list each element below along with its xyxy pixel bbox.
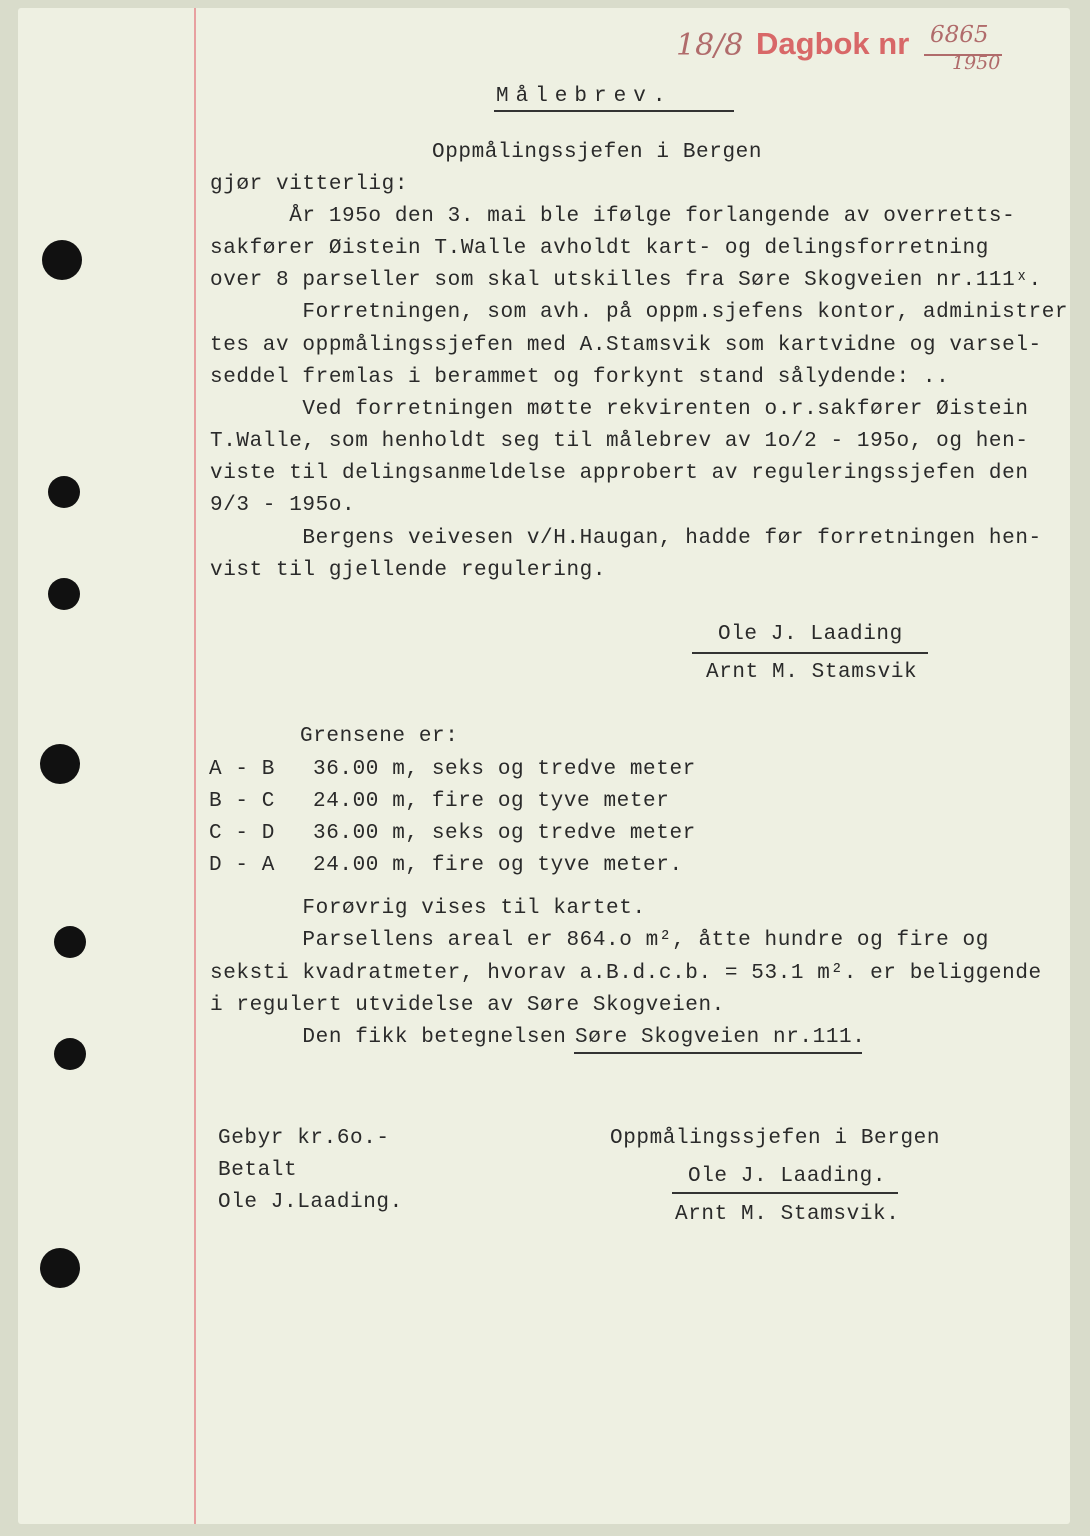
body-line: sakfører Øistein T.Walle avholdt kart- og delingsforretning [210,237,989,260]
designation-prefix: Den fikk betegnelsen [210,1026,580,1049]
intro-declaration: gjør vitterlig: [210,173,409,196]
signature-name: Arnt M. Stamsvik. [675,1203,900,1226]
closing-line: seksti kvadratmeter, hvorav a.B.d.c.b. = 53.1 m². er beliggende [210,962,1042,985]
binder-hole [40,744,80,784]
page-title: Målebrev. [496,85,673,108]
stamp-number: 6865 [930,22,989,48]
body-line: over 8 parseller som skal utskilles fra Søre Skogveien nr.111ˣ. [210,269,1042,292]
closing-line: Parsellens areal er 864.o m², åtte hundre og fire og [210,929,989,952]
boundary-length: 36.00 m, seks og tredve meter [313,822,696,845]
fee-paid: Betalt [218,1159,298,1182]
body-line: Ved forretningen møtte rekvirenten o.r.sakfører Øistein [210,398,1029,421]
stamp-date: 18/8 [676,28,744,63]
body-line: 9/3 - 195o. [210,494,356,517]
title-underline [494,110,734,112]
signature-name: Ole J. Laading. [688,1165,887,1188]
boundary-pair: C - D [209,822,276,845]
binder-hole [54,1038,86,1070]
boundary-pair: B - C [209,790,276,813]
binder-hole [40,1248,80,1288]
signature-line [692,652,928,654]
closing-line: i regulert utvidelse av Søre Skogveien. [210,994,725,1017]
fee-signature: Ole J.Laading. [218,1191,403,1214]
margin-rule [194,8,196,1524]
stamp-year: 1950 [952,52,1001,74]
designation-name: Søre Skogveien nr.111. [575,1026,866,1049]
boundary-length: 24.00 m, fire og tyve meter [313,790,670,813]
body-line: viste til delingsanmeldelse approbert av reguleringssjefen den [210,462,1029,485]
binder-hole [48,476,80,508]
closing-line: Forøvrig vises til kartet. [210,897,646,920]
body-line: seddel fremlas i berammet og forkynt stand sålydende: .. [210,366,950,389]
boundary-length: 36.00 m, seks og tredve meter [313,758,696,781]
binder-hole [48,578,80,610]
boundary-pair: D - A [209,854,276,877]
body-line: Forretningen, som avh. på oppm.sjefens kontor, administrer [210,301,1069,324]
intro-authority: Oppmålingssjefen i Bergen [432,141,763,164]
stamp-label: Dagbok nr [756,26,910,61]
closing-authority: Oppmålingssjefen i Bergen [610,1127,941,1150]
boundary-length: 24.00 m, fire og tyve meter. [313,854,683,877]
body-line: År 195o den 3. mai ble ifølge forlangende av overretts- [210,205,1016,228]
signature-name: Arnt M. Stamsvik [706,661,918,684]
body-line: T.Walle, som henholdt seg til målebrev av 1o/2 - 195o, og hen- [210,430,1029,453]
body-line: vist til gjellende regulering. [210,559,607,582]
body-line: Bergens veivesen v/H.Haugan, hadde før forretningen hen- [210,527,1042,550]
body-line: tes av oppmålingssjefen med A.Stamsvik som kartvidne og varsel- [210,334,1042,357]
signature-name: Ole J. Laading [718,623,903,646]
designation-underline [574,1052,862,1054]
binder-hole [54,926,86,958]
signature-line [672,1192,898,1194]
boundary-pair: A - B [209,758,276,781]
fee-amount: Gebyr kr.6o.- [218,1127,390,1150]
boundaries-heading: Grensene er: [300,725,459,748]
binder-hole [42,240,82,280]
